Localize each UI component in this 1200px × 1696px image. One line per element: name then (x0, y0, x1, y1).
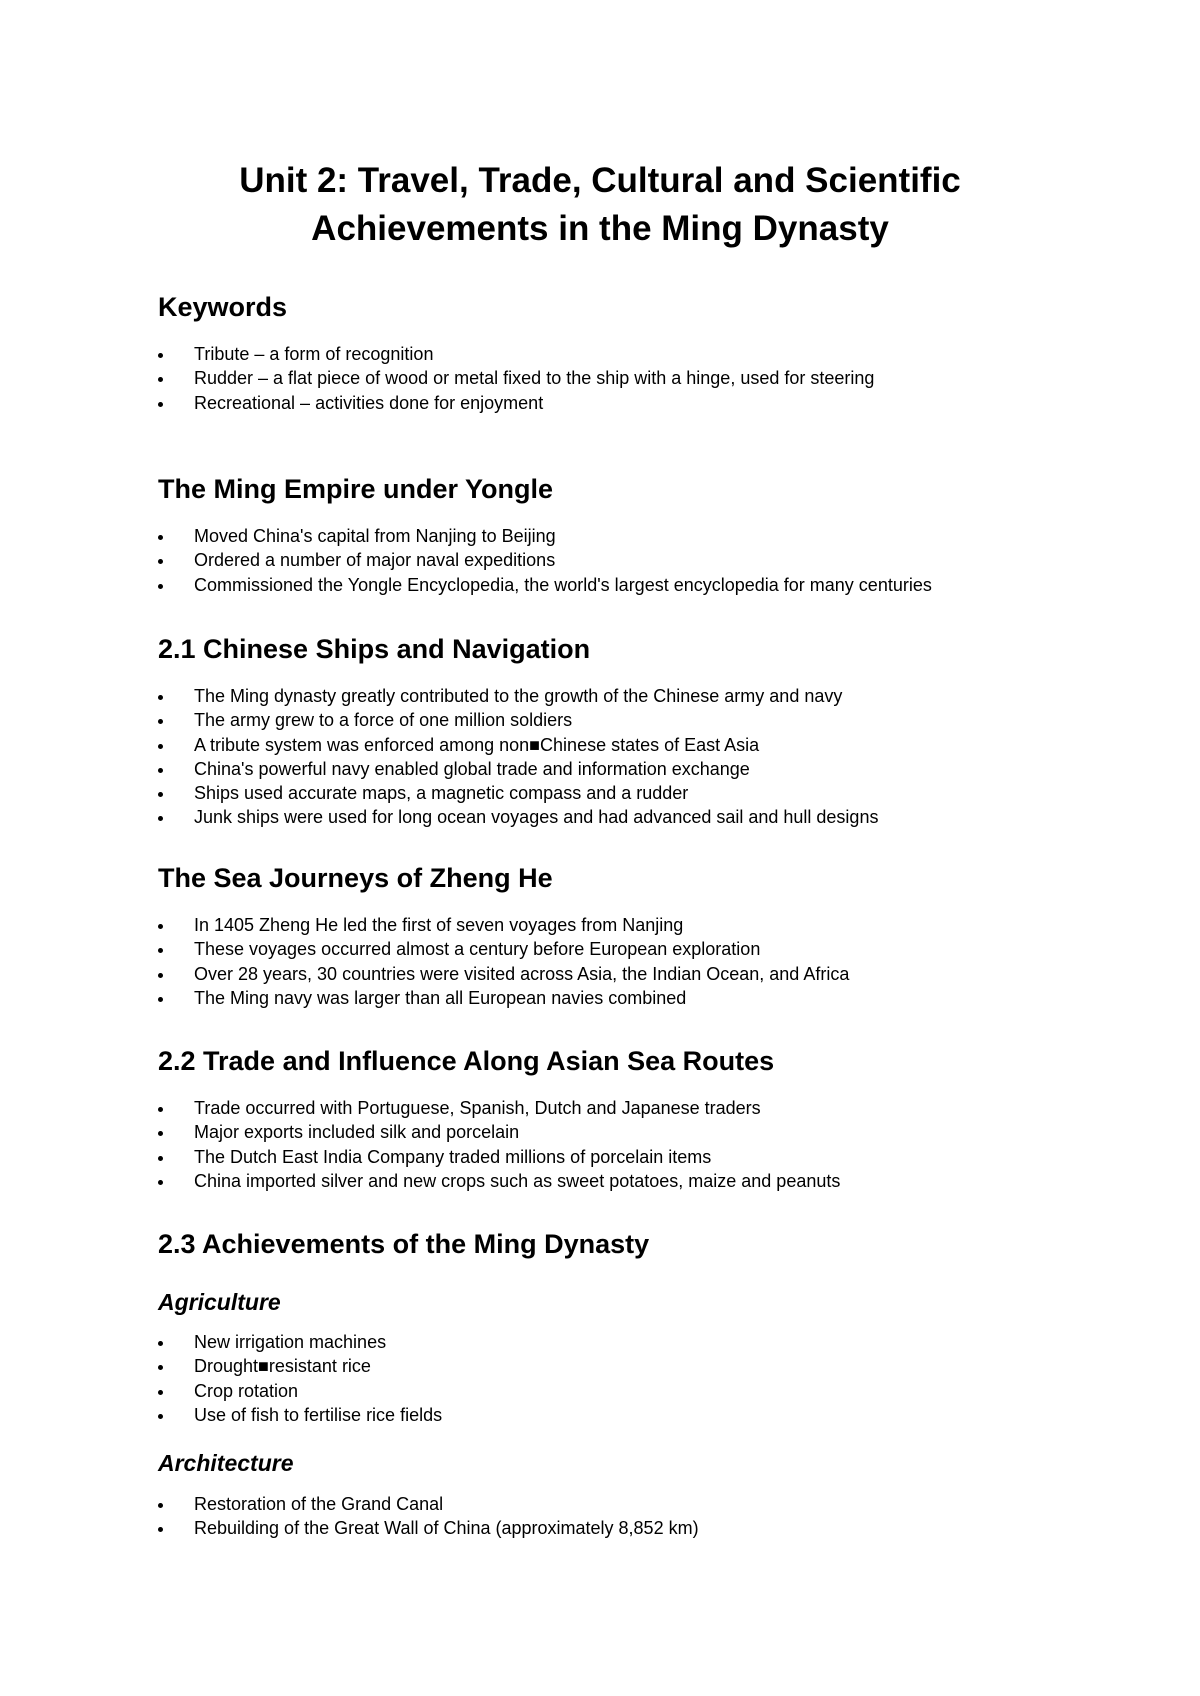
bullet-icon (158, 973, 163, 978)
list-item: The army grew to a force of one million soldiers (158, 708, 878, 732)
list-item: The Dutch East India Company traded millions of porcelain items (158, 1145, 840, 1169)
bullet-icon (158, 1131, 163, 1136)
subheading-architecture: Architecture (158, 1450, 294, 1476)
bullet-icon (158, 1156, 163, 1161)
bullet-icon (158, 997, 163, 1002)
list-item: The Ming navy was larger than all European navies combined (158, 986, 849, 1010)
list-item: Use of fish to fertilise rice fields (158, 1403, 442, 1427)
bullet-icon (158, 1414, 163, 1419)
list-item: Commissioned the Yongle Encyclopedia, the world's largest encyclopedia for many centuries (158, 573, 932, 597)
list-item: In 1405 Zheng He led the first of seven voyages from Nanjing (158, 913, 849, 937)
list-item: The Ming dynasty greatly contributed to the growth of the Chinese army and navy (158, 684, 878, 708)
bullet-icon (158, 1503, 163, 1508)
bullet-icon (158, 744, 163, 749)
bullet-icon (158, 1107, 163, 1112)
list-item: These voyages occurred almost a century before European exploration (158, 937, 849, 961)
document-title (0, 157, 1200, 253)
list-item: China's powerful navy enabled global trade and information exchange (158, 757, 878, 781)
list-item: Rudder – a flat piece of wood or metal fixed to the ship with a hinge, used for steering (158, 366, 874, 390)
agriculture-list (158, 1330, 442, 1427)
architecture-list (158, 1492, 699, 1541)
list-item: Drought■resistant rice (158, 1354, 442, 1378)
heading-sea-journeys-zheng-he: The Sea Journeys of Zheng He (158, 863, 553, 893)
bullet-icon (158, 948, 163, 953)
heading-trade-influence: 2.2 Trade and Influence Along Asian Sea Routes (158, 1046, 775, 1076)
list-item: Tribute – a form of recognition (158, 342, 874, 366)
list-item: Major exports included silk and porcelain (158, 1120, 840, 1144)
ships-navigation-list (158, 684, 878, 830)
list-item: China imported silver and new crops such as sweet potatoes, maize and peanuts (158, 1169, 840, 1193)
list-item: Crop rotation (158, 1379, 442, 1403)
bullet-icon (158, 353, 163, 358)
title-line-2: Achievements in the Ming Dynasty (311, 209, 889, 248)
heading-ming-empire-yongle: The Ming Empire under Yongle (158, 474, 554, 504)
list-item: Moved China's capital from Nanjing to Beijing (158, 524, 932, 548)
bullet-icon (158, 559, 163, 564)
keywords-list (158, 342, 874, 415)
bullet-icon (158, 584, 163, 589)
bullet-icon (158, 535, 163, 540)
heading-achievements-ming: 2.3 Achievements of the Ming Dynasty (158, 1229, 650, 1259)
heading-keywords: Keywords (158, 292, 288, 322)
bullet-icon (158, 719, 163, 724)
bullet-icon (158, 1390, 163, 1395)
bullet-icon (158, 1527, 163, 1532)
bullet-icon (158, 1180, 163, 1185)
yongle-list (158, 524, 932, 597)
list-item: Ships used accurate maps, a magnetic compass and a rudder (158, 781, 878, 805)
bullet-icon (158, 1341, 163, 1346)
bullet-icon (158, 792, 163, 797)
bullet-icon (158, 924, 163, 929)
bullet-icon (158, 1365, 163, 1370)
heading-chinese-ships-navigation: 2.1 Chinese Ships and Navigation (158, 634, 591, 664)
list-item: Trade occurred with Portuguese, Spanish, Dutch and Japanese traders (158, 1096, 840, 1120)
list-item: Rebuilding of the Great Wall of China (approximately 8,852 km) (158, 1516, 699, 1540)
trade-influence-list (158, 1096, 840, 1193)
title-line-1: Unit 2: Travel, Trade, Cultural and Scientific (239, 161, 961, 200)
subheading-agriculture: Agriculture (158, 1289, 281, 1315)
bullet-icon (158, 816, 163, 821)
bullet-icon (158, 402, 163, 407)
bullet-icon (158, 768, 163, 773)
list-item: Junk ships were used for long ocean voyages and had advanced sail and hull designs (158, 805, 878, 829)
list-item: Ordered a number of major naval expeditions (158, 548, 932, 572)
bullet-icon (158, 377, 163, 382)
list-item: Recreational – activities done for enjoyment (158, 391, 874, 415)
list-item: New irrigation machines (158, 1330, 442, 1354)
bullet-icon (158, 695, 163, 700)
list-item: A tribute system was enforced among non■Chinese states of East Asia (158, 733, 878, 757)
list-item: Over 28 years, 30 countries were visited across Asia, the Indian Ocean, and Africa (158, 962, 849, 986)
list-item: Restoration of the Grand Canal (158, 1492, 699, 1516)
zheng-he-list (158, 913, 849, 1010)
